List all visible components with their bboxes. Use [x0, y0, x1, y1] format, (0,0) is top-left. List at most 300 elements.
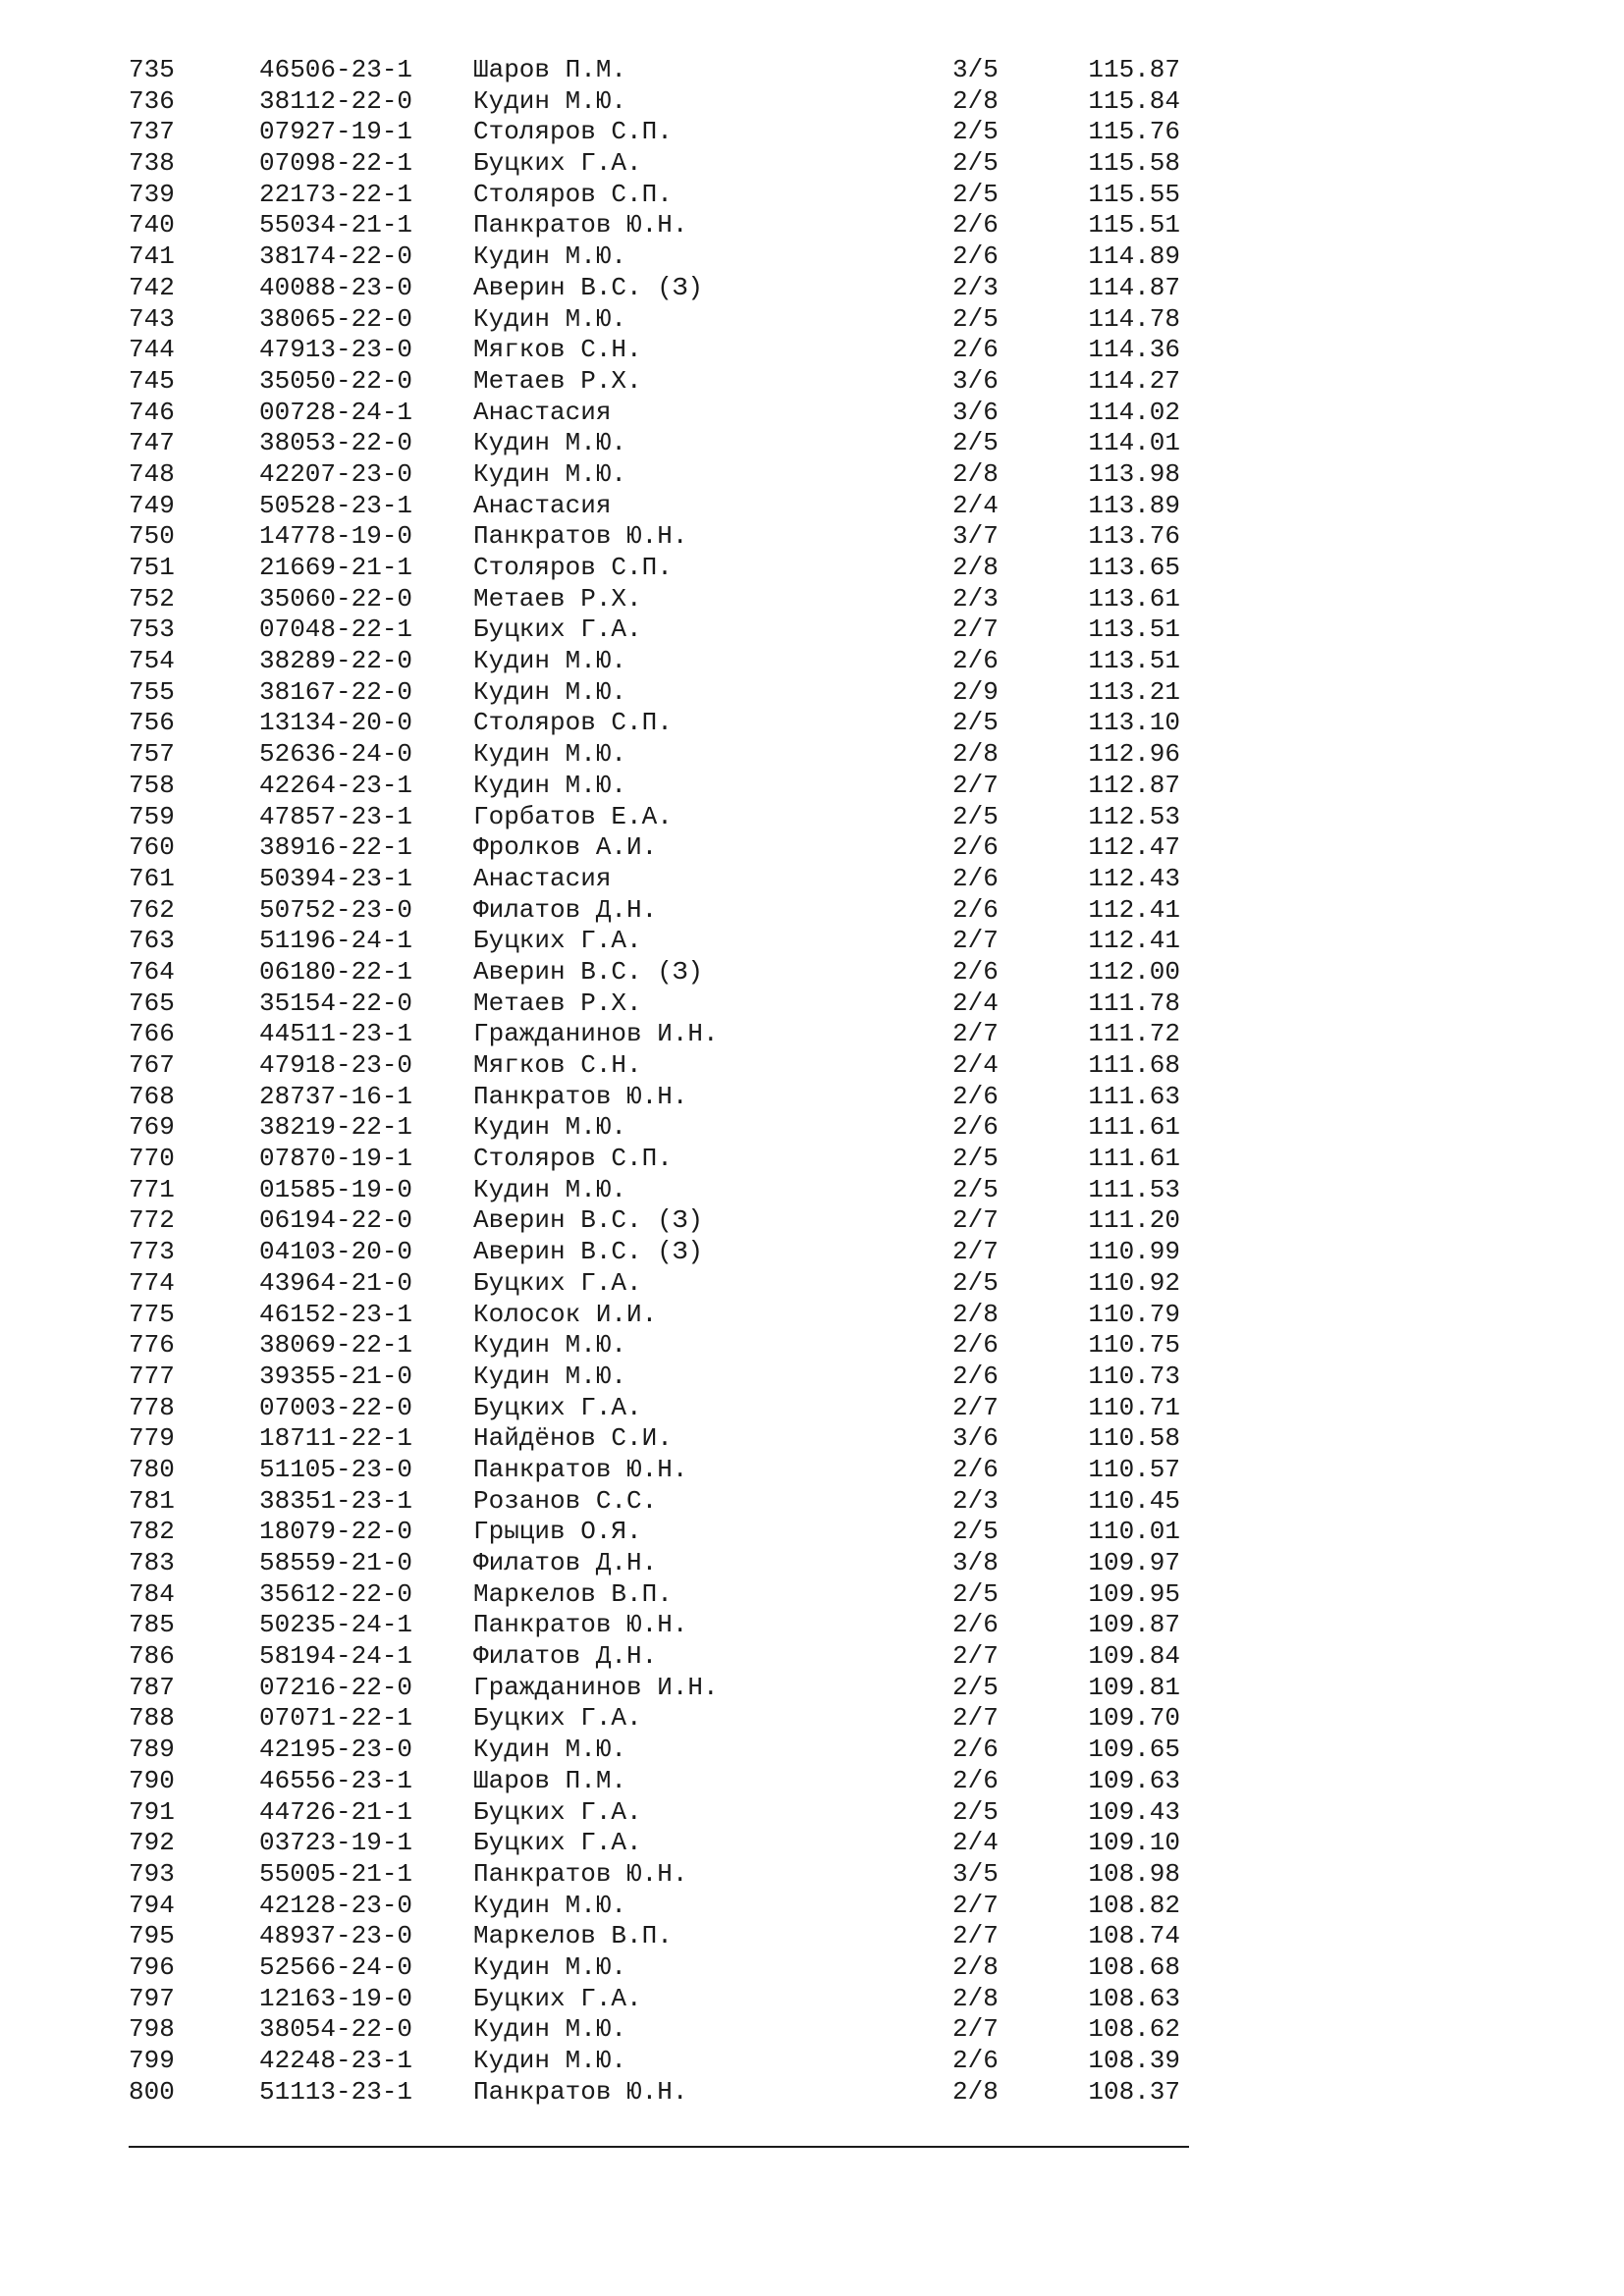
row-fraction: 2/7 — [952, 2014, 999, 2045]
table-row — [129, 335, 1189, 366]
row-code: 46152-23-1 — [259, 1299, 413, 1329]
row-code: 38167-22-0 — [259, 676, 413, 707]
row-number: 789 — [129, 1735, 175, 1765]
row-value: 111.63 — [1088, 1081, 1180, 1111]
row-value: 111.68 — [1088, 1050, 1180, 1080]
row-code: 51113-23-1 — [259, 2076, 413, 2107]
row-fraction: 2/6 — [952, 646, 999, 676]
row-value: 112.87 — [1088, 770, 1180, 800]
row-number: 745 — [129, 365, 175, 396]
row-code: 07048-22-1 — [259, 614, 413, 645]
row-code: 38916-22-1 — [259, 832, 413, 863]
row-number: 742 — [129, 272, 175, 302]
row-code: 35612-22-0 — [259, 1578, 413, 1609]
row-value: 109.63 — [1088, 1765, 1180, 1795]
row-name: Столяров С.П. — [473, 117, 673, 147]
row-name: Кудин М.Ю. — [473, 85, 627, 116]
table-row — [129, 1144, 1189, 1175]
table-row — [129, 2046, 1189, 2077]
row-code: 12163-19-0 — [259, 1983, 413, 2013]
table-row — [129, 55, 1189, 86]
row-code: 47918-23-0 — [259, 1050, 413, 1080]
row-value: 112.47 — [1088, 832, 1180, 863]
row-fraction: 2/5 — [952, 117, 999, 147]
table-row — [129, 771, 1189, 802]
row-number: 768 — [129, 1081, 175, 1111]
row-fraction: 2/8 — [952, 553, 999, 582]
row-value: 108.82 — [1088, 1890, 1180, 1920]
row-fraction: 3/6 — [952, 1423, 999, 1454]
row-fraction: 2/8 — [952, 458, 999, 489]
row-name: Кудин М.Ю. — [473, 458, 627, 489]
row-number: 788 — [129, 1703, 175, 1734]
ranking-table — [129, 55, 1189, 2108]
row-value: 110.58 — [1088, 1423, 1180, 1454]
row-value: 114.78 — [1088, 303, 1180, 334]
row-code: 38054-22-0 — [259, 2014, 413, 2045]
row-code: 35060-22-0 — [259, 583, 413, 614]
table-row — [129, 86, 1189, 118]
table-row — [129, 428, 1189, 459]
row-value: 108.98 — [1088, 1858, 1180, 1889]
row-number: 763 — [129, 926, 175, 956]
row-value: 108.63 — [1088, 1983, 1180, 2013]
row-value: 113.65 — [1088, 553, 1180, 582]
row-name: Буцких Г.А. — [473, 1703, 642, 1734]
row-code: 22173-22-1 — [259, 179, 413, 209]
row-fraction: 3/7 — [952, 521, 999, 552]
row-code: 13134-20-0 — [259, 708, 413, 738]
row-number: 750 — [129, 521, 175, 552]
row-value: 112.96 — [1088, 739, 1180, 770]
row-number: 740 — [129, 210, 175, 240]
row-fraction: 2/7 — [952, 1641, 999, 1672]
table-row — [129, 1828, 1189, 1859]
row-value: 109.70 — [1088, 1703, 1180, 1734]
row-code: 42195-23-0 — [259, 1735, 413, 1765]
row-value: 111.78 — [1088, 988, 1180, 1018]
row-number: 780 — [129, 1454, 175, 1484]
table-row — [129, 1112, 1189, 1144]
row-value: 112.43 — [1088, 863, 1180, 893]
table-row — [129, 521, 1189, 553]
row-value: 115.87 — [1088, 55, 1180, 84]
table-row — [129, 1641, 1189, 1673]
table-row — [129, 895, 1189, 927]
row-name: Анастасия — [473, 863, 612, 893]
row-number: 771 — [129, 1174, 175, 1204]
table-row — [129, 553, 1189, 584]
table-row — [129, 1050, 1189, 1082]
row-fraction: 2/6 — [952, 335, 999, 365]
row-number: 779 — [129, 1423, 175, 1454]
row-value: 109.87 — [1088, 1610, 1180, 1640]
row-name: Аверин В.С. (З) — [473, 956, 704, 987]
row-fraction: 3/6 — [952, 365, 999, 396]
row-code: 04103-20-0 — [259, 1237, 413, 1267]
row-name: Столяров С.П. — [473, 708, 673, 738]
row-fraction: 2/6 — [952, 2046, 999, 2075]
row-fraction: 2/5 — [952, 1174, 999, 1204]
row-name: Столяров С.П. — [473, 553, 673, 582]
row-code: 51196-24-1 — [259, 926, 413, 956]
row-code: 39355-21-0 — [259, 1361, 413, 1391]
row-code: 21669-21-1 — [259, 553, 413, 582]
row-value: 114.87 — [1088, 272, 1180, 302]
row-name: Буцких Г.А. — [473, 1392, 642, 1422]
row-name: Кудин М.Ю. — [473, 1330, 627, 1361]
row-name: Филатов Д.Н. — [473, 1641, 658, 1672]
row-name: Буцких Г.А. — [473, 926, 642, 956]
row-name: Кудин М.Ю. — [473, 676, 627, 707]
row-name: Буцких Г.А. — [473, 1828, 642, 1858]
row-name: Шаров П.М. — [473, 1765, 627, 1795]
row-number: 783 — [129, 1548, 175, 1577]
row-name: Панкратов Ю.Н. — [473, 1454, 688, 1484]
row-code: 47857-23-1 — [259, 801, 413, 831]
row-name: Аверин В.С. (З) — [473, 272, 704, 302]
row-fraction: 2/8 — [952, 1983, 999, 2013]
row-fraction: 2/4 — [952, 1050, 999, 1080]
row-name: Маркелов В.П. — [473, 1921, 673, 1951]
table-row — [129, 1735, 1189, 1766]
row-code: 14778-19-0 — [259, 521, 413, 552]
row-value: 115.84 — [1088, 85, 1180, 116]
row-code: 50235-24-1 — [259, 1610, 413, 1640]
row-name: Кудин М.Ю. — [473, 1890, 627, 1920]
row-fraction: 2/6 — [952, 894, 999, 925]
row-number: 746 — [129, 397, 175, 427]
row-name: Панкратов Ю.Н. — [473, 210, 688, 240]
table-row — [129, 1984, 1189, 2015]
table-row — [129, 1548, 1189, 1579]
row-name: Буцких Г.А. — [473, 1983, 642, 2013]
row-value: 111.53 — [1088, 1174, 1180, 1204]
row-name: Филатов Д.Н. — [473, 1548, 658, 1577]
table-row — [129, 708, 1189, 739]
row-number: 769 — [129, 1112, 175, 1143]
row-name: Розанов С.С. — [473, 1485, 658, 1516]
row-number: 754 — [129, 646, 175, 676]
row-name: Панкратов Ю.Н. — [473, 521, 688, 552]
row-fraction: 2/6 — [952, 832, 999, 863]
table-row — [129, 1610, 1189, 1641]
row-number: 767 — [129, 1050, 175, 1080]
row-code: 38053-22-0 — [259, 428, 413, 458]
row-fraction: 2/6 — [952, 241, 999, 272]
row-number: 778 — [129, 1392, 175, 1422]
row-fraction: 2/7 — [952, 1237, 999, 1267]
row-value: 110.99 — [1088, 1237, 1180, 1267]
table-row — [129, 241, 1189, 273]
table-row — [129, 1859, 1189, 1891]
row-fraction: 2/8 — [952, 739, 999, 770]
row-code: 55034-21-1 — [259, 210, 413, 240]
row-name: Буцких Г.А. — [473, 1267, 642, 1298]
row-name: Шаров П.М. — [473, 55, 627, 84]
bottom-rule — [129, 2146, 1189, 2148]
row-value: 114.36 — [1088, 335, 1180, 365]
row-number: 796 — [129, 1951, 175, 1982]
row-fraction: 2/5 — [952, 428, 999, 458]
row-fraction: 2/6 — [952, 1610, 999, 1640]
row-value: 112.00 — [1088, 956, 1180, 987]
table-row — [129, 1268, 1189, 1300]
row-fraction: 3/5 — [952, 55, 999, 84]
row-fraction: 2/3 — [952, 583, 999, 614]
row-name: Метаев Р.Х. — [473, 365, 642, 396]
row-number: 764 — [129, 956, 175, 987]
table-row — [129, 802, 1189, 833]
row-fraction: 2/9 — [952, 676, 999, 707]
row-code: 07003-22-0 — [259, 1392, 413, 1422]
table-row — [129, 398, 1189, 429]
row-number: 736 — [129, 85, 175, 116]
row-value: 113.76 — [1088, 521, 1180, 552]
row-value: 109.43 — [1088, 1796, 1180, 1827]
row-code: 38069-22-1 — [259, 1330, 413, 1361]
row-fraction: 2/6 — [952, 1361, 999, 1391]
table-row — [129, 926, 1189, 957]
row-name: Панкратов Ю.Н. — [473, 2076, 688, 2107]
row-name: Панкратов Ю.Н. — [473, 1858, 688, 1889]
row-value: 110.92 — [1088, 1267, 1180, 1298]
row-fraction: 2/6 — [952, 1112, 999, 1143]
row-number: 792 — [129, 1828, 175, 1858]
row-value: 112.41 — [1088, 894, 1180, 925]
row-value: 109.65 — [1088, 1735, 1180, 1765]
row-fraction: 2/3 — [952, 272, 999, 302]
row-code: 35154-22-0 — [259, 988, 413, 1018]
row-value: 110.01 — [1088, 1517, 1180, 1547]
row-value: 110.71 — [1088, 1392, 1180, 1422]
row-number: 748 — [129, 458, 175, 489]
row-code: 44726-21-1 — [259, 1796, 413, 1827]
row-value: 108.62 — [1088, 2014, 1180, 2045]
row-name: Панкратов Ю.Н. — [473, 1610, 688, 1640]
table-row — [129, 1300, 1189, 1331]
row-number: 794 — [129, 1890, 175, 1920]
row-number: 752 — [129, 583, 175, 614]
row-name: Кудин М.Ю. — [473, 1361, 627, 1391]
row-fraction: 2/5 — [952, 179, 999, 209]
row-value: 108.39 — [1088, 2046, 1180, 2075]
row-fraction: 2/5 — [952, 1672, 999, 1702]
row-number: 785 — [129, 1610, 175, 1640]
row-value: 111.72 — [1088, 1019, 1180, 1049]
row-code: 46506-23-1 — [259, 55, 413, 84]
row-number: 775 — [129, 1299, 175, 1329]
row-fraction: 2/4 — [952, 490, 999, 520]
row-name: Колосок И.И. — [473, 1299, 658, 1329]
row-code: 51105-23-0 — [259, 1454, 413, 1484]
row-name: Найдёнов С.И. — [473, 1423, 673, 1454]
row-fraction: 2/7 — [952, 1703, 999, 1734]
row-code: 47913-23-0 — [259, 335, 413, 365]
table-row — [129, 988, 1189, 1020]
row-fraction: 2/7 — [952, 1019, 999, 1049]
row-value: 110.73 — [1088, 1361, 1180, 1391]
row-fraction: 2/6 — [952, 1330, 999, 1361]
row-name: Гражданинов И.Н. — [473, 1019, 719, 1049]
row-number: 753 — [129, 614, 175, 645]
row-fraction: 2/3 — [952, 1485, 999, 1516]
row-code: 43964-21-0 — [259, 1267, 413, 1298]
row-number: 784 — [129, 1578, 175, 1609]
row-value: 112.41 — [1088, 926, 1180, 956]
row-value: 108.68 — [1088, 1951, 1180, 1982]
table-row — [129, 2077, 1189, 2109]
table-row — [129, 1393, 1189, 1424]
row-value: 114.27 — [1088, 365, 1180, 396]
row-name: Фролков А.И. — [473, 832, 658, 863]
table-row — [129, 1175, 1189, 1206]
row-code: 03723-19-1 — [259, 1828, 413, 1858]
row-name: Кудин М.Ю. — [473, 1735, 627, 1765]
row-name: Метаев Р.Х. — [473, 583, 642, 614]
row-value: 112.53 — [1088, 801, 1180, 831]
row-code: 38065-22-0 — [259, 303, 413, 334]
row-name: Метаев Р.Х. — [473, 988, 642, 1018]
row-name: Столяров С.П. — [473, 1144, 673, 1174]
row-value: 108.37 — [1088, 2076, 1180, 2107]
table-row — [129, 1486, 1189, 1518]
row-name: Маркелов В.П. — [473, 1578, 673, 1609]
row-fraction: 2/7 — [952, 614, 999, 645]
row-value: 110.57 — [1088, 1454, 1180, 1484]
row-code: 50394-23-1 — [259, 863, 413, 893]
table-row — [129, 739, 1189, 771]
row-value: 115.55 — [1088, 179, 1180, 209]
row-code: 52566-24-0 — [259, 1951, 413, 1982]
row-fraction: 2/8 — [952, 1299, 999, 1329]
table-row — [129, 1019, 1189, 1050]
table-row — [129, 1517, 1189, 1548]
row-fraction: 2/5 — [952, 148, 999, 179]
row-code: 18711-22-1 — [259, 1423, 413, 1454]
row-code: 28737-16-1 — [259, 1081, 413, 1111]
row-value: 110.45 — [1088, 1485, 1180, 1516]
row-code: 07098-22-1 — [259, 148, 413, 179]
row-fraction: 3/5 — [952, 1858, 999, 1889]
row-number: 770 — [129, 1144, 175, 1174]
row-name: Аверин В.С. (З) — [473, 1237, 704, 1267]
row-code: 18079-22-0 — [259, 1517, 413, 1547]
row-number: 799 — [129, 2046, 175, 2075]
row-code: 48937-23-0 — [259, 1921, 413, 1951]
row-value: 113.51 — [1088, 614, 1180, 645]
row-code: 46556-23-1 — [259, 1765, 413, 1795]
row-code: 38112-22-0 — [259, 85, 413, 116]
row-name: Буцких Г.А. — [473, 614, 642, 645]
row-number: 743 — [129, 303, 175, 334]
row-value: 113.61 — [1088, 583, 1180, 614]
row-name: Гражданинов И.Н. — [473, 1672, 719, 1702]
row-name: Буцких Г.А. — [473, 148, 642, 179]
row-code: 07071-22-1 — [259, 1703, 413, 1734]
row-name: Анастасия — [473, 490, 612, 520]
row-fraction: 2/5 — [952, 1578, 999, 1609]
table-row — [129, 210, 1189, 241]
table-row — [129, 304, 1189, 336]
row-number: 747 — [129, 428, 175, 458]
row-fraction: 2/5 — [952, 303, 999, 334]
row-value: 114.01 — [1088, 428, 1180, 458]
row-number: 751 — [129, 553, 175, 582]
table-row — [129, 366, 1189, 398]
row-number: 800 — [129, 2076, 175, 2107]
row-code: 40088-23-0 — [259, 272, 413, 302]
row-fraction: 2/7 — [952, 1392, 999, 1422]
table-row — [129, 491, 1189, 522]
row-number: 765 — [129, 988, 175, 1018]
row-value: 113.10 — [1088, 708, 1180, 738]
table-row — [129, 1455, 1189, 1486]
row-code: 38289-22-0 — [259, 646, 413, 676]
row-value: 115.76 — [1088, 117, 1180, 147]
row-number: 786 — [129, 1641, 175, 1672]
row-number: 777 — [129, 1361, 175, 1391]
row-fraction: 2/6 — [952, 956, 999, 987]
table-row — [129, 677, 1189, 709]
row-fraction: 2/5 — [952, 1517, 999, 1547]
row-fraction: 2/8 — [952, 2076, 999, 2107]
row-code: 58194-24-1 — [259, 1641, 413, 1672]
row-value: 109.10 — [1088, 1828, 1180, 1858]
row-name: Столяров С.П. — [473, 179, 673, 209]
table-row — [129, 584, 1189, 615]
row-value: 111.61 — [1088, 1112, 1180, 1143]
row-number: 776 — [129, 1330, 175, 1361]
row-value: 109.84 — [1088, 1641, 1180, 1672]
row-fraction: 3/8 — [952, 1548, 999, 1577]
row-fraction: 2/8 — [952, 1951, 999, 1982]
row-fraction: 2/7 — [952, 1921, 999, 1951]
row-code: 07927-19-1 — [259, 117, 413, 147]
table-row — [129, 1797, 1189, 1829]
row-name: Кудин М.Ю. — [473, 241, 627, 272]
table-row — [129, 117, 1189, 148]
table-row — [129, 1921, 1189, 1952]
row-value: 114.89 — [1088, 241, 1180, 272]
row-code: 07870-19-1 — [259, 1144, 413, 1174]
row-value: 109.81 — [1088, 1672, 1180, 1702]
row-number: 758 — [129, 770, 175, 800]
row-fraction: 2/5 — [952, 1796, 999, 1827]
row-code: 01585-19-0 — [259, 1174, 413, 1204]
row-value: 109.95 — [1088, 1578, 1180, 1609]
table-row — [129, 1423, 1189, 1455]
row-number: 735 — [129, 55, 175, 84]
row-code: 52636-24-0 — [259, 739, 413, 770]
row-number: 791 — [129, 1796, 175, 1827]
row-fraction: 2/6 — [952, 1454, 999, 1484]
row-number: 781 — [129, 1485, 175, 1516]
row-name: Кудин М.Ю. — [473, 646, 627, 676]
row-name: Грыцив О.Я. — [473, 1517, 642, 1547]
table-row — [129, 1703, 1189, 1735]
row-value: 111.61 — [1088, 1144, 1180, 1174]
row-fraction: 2/6 — [952, 1081, 999, 1111]
row-fraction: 2/5 — [952, 708, 999, 738]
row-value: 113.51 — [1088, 646, 1180, 676]
row-fraction: 3/6 — [952, 397, 999, 427]
table-row — [129, 1952, 1189, 1984]
row-name: Кудин М.Ю. — [473, 428, 627, 458]
row-code: 42207-23-0 — [259, 458, 413, 489]
row-name: Кудин М.Ю. — [473, 770, 627, 800]
row-number: 744 — [129, 335, 175, 365]
